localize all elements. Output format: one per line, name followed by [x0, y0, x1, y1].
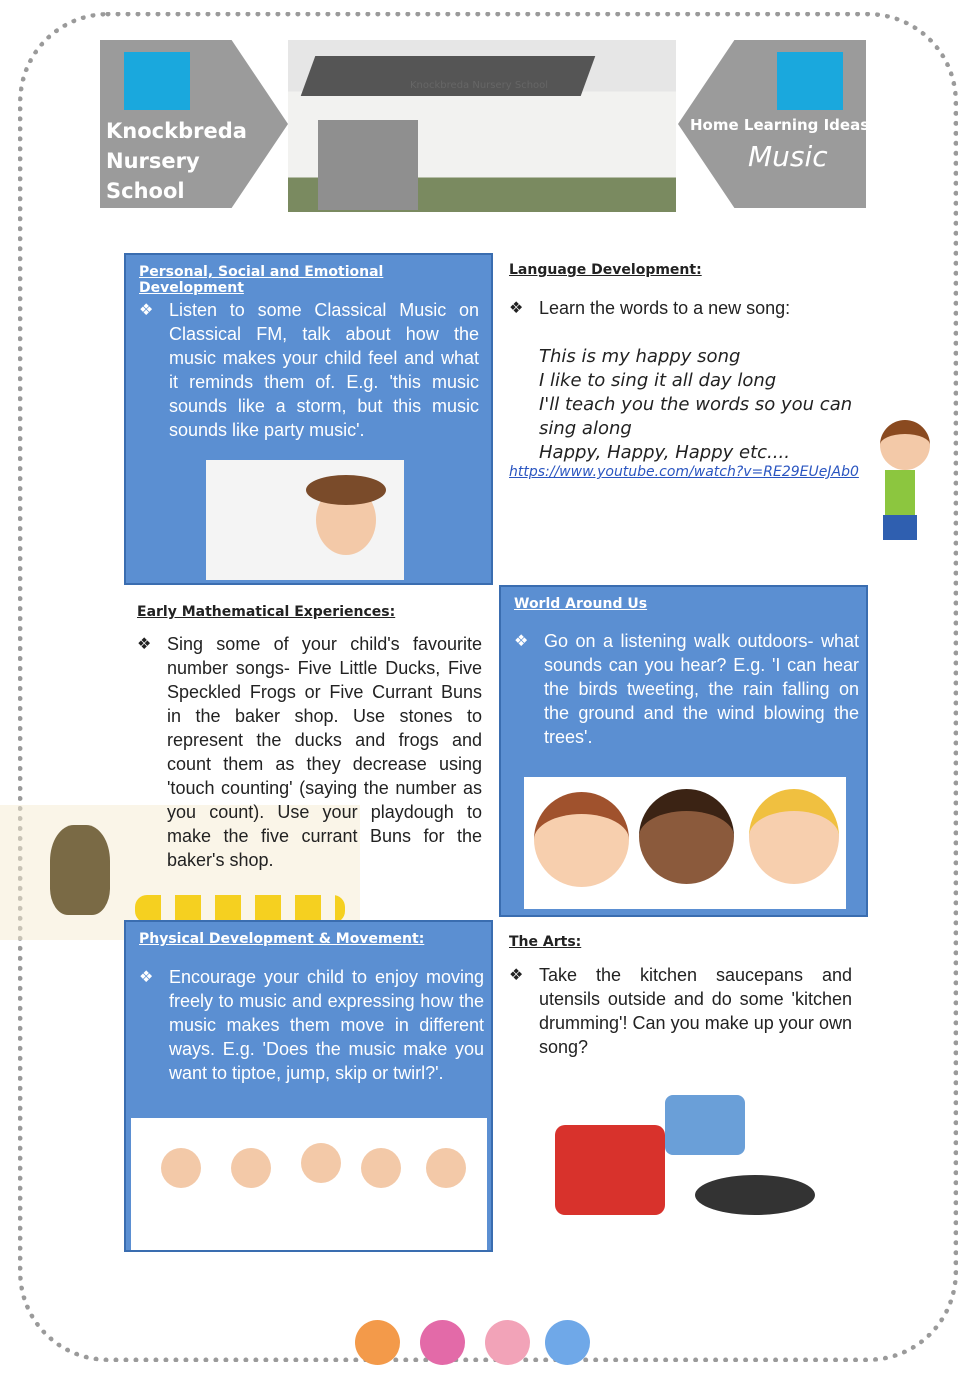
section-text: Sing some of your child's favourite number songs- Five Little Ducks, Five Speckled Frogs or Five Currant Buns in the baker shop. Use stones to represent the ducks and frogs and count them as they decrease using 'touch counting' (saying the number as you count). Use your playdough to make the five currant Buns for the baker's shop. — [167, 634, 482, 870]
saucepans-image — [555, 1085, 815, 1235]
section-text: Encourage your child to enjoy moving freely to music and expressing how the music makes them move in different ways. E.g. 'Does the music make you want to tiptoe, jump, skip or twirl?'. — [169, 967, 484, 1083]
school-logo — [777, 52, 843, 110]
section-text: Go on a listening walk outdoors- what sounds can you hear? E.g. 'I can hear the birds tweeting, the rain falling on the ground and the wind blowing the trees'. — [544, 631, 859, 747]
maths-section — [124, 595, 493, 875]
section-heading: Personal, Social and Emotional Development — [139, 264, 384, 296]
school-name — [106, 116, 247, 206]
dancing-children-image — [131, 1118, 487, 1250]
psed-section — [124, 253, 493, 585]
girl-headphones-image — [206, 460, 404, 580]
school-name-line: Nursery — [106, 149, 200, 173]
world-section — [499, 585, 868, 917]
school-logo — [124, 52, 190, 110]
page-title: Music — [748, 140, 828, 173]
section-text: Listen to some Classical Music on Classical FM, talk about how the music makes your child feel and what it reminds them of. E.g. 'this music sounds like a storm, but this music sounds like party music'. — [169, 300, 479, 440]
section-heading: Language Development: — [509, 262, 702, 278]
bullet-icon: ❖ — [509, 298, 524, 317]
bullet-icon: ❖ — [137, 634, 152, 653]
section-text: Learn the words to a new song: — [539, 298, 791, 318]
section-text: Take the kitchen saucepans and utensils outside and do some 'kitchen drumming'! Can you make up your own song? — [539, 965, 852, 1057]
music-notes-decoration — [355, 1290, 595, 1370]
youtube-link[interactable]: https://www.youtube.com/watch?v=RE29EUeJAb0 — [509, 464, 859, 480]
physical-section — [124, 920, 493, 1252]
bullet-icon: ❖ — [139, 300, 154, 319]
section-heading: World Around Us — [514, 596, 648, 612]
school-name-line: School — [106, 179, 185, 203]
bullet-icon: ❖ — [509, 965, 524, 984]
song-lyrics: This is my happy song I like to sing it all day long I'll teach you the words so you can sing along Happy, Happy, Happy etc.... — [539, 346, 853, 463]
building-sign: Knockbreda Nursery School — [410, 80, 549, 91]
section-heading: The Arts: — [509, 934, 582, 950]
section-heading: Early Mathematical Experiences: — [137, 604, 396, 620]
bullet-icon: ❖ — [139, 967, 154, 986]
section-heading: Physical Development & Movement: — [139, 931, 425, 947]
school-name-line: Knockbreda — [106, 119, 247, 143]
language-section — [499, 253, 868, 585]
page-subtitle: Home Learning Ideas — [690, 116, 870, 134]
children-listening-image — [524, 777, 846, 909]
bullet-icon: ❖ — [514, 631, 529, 650]
singing-boy-image — [855, 415, 940, 555]
school-building-photo — [288, 40, 676, 212]
